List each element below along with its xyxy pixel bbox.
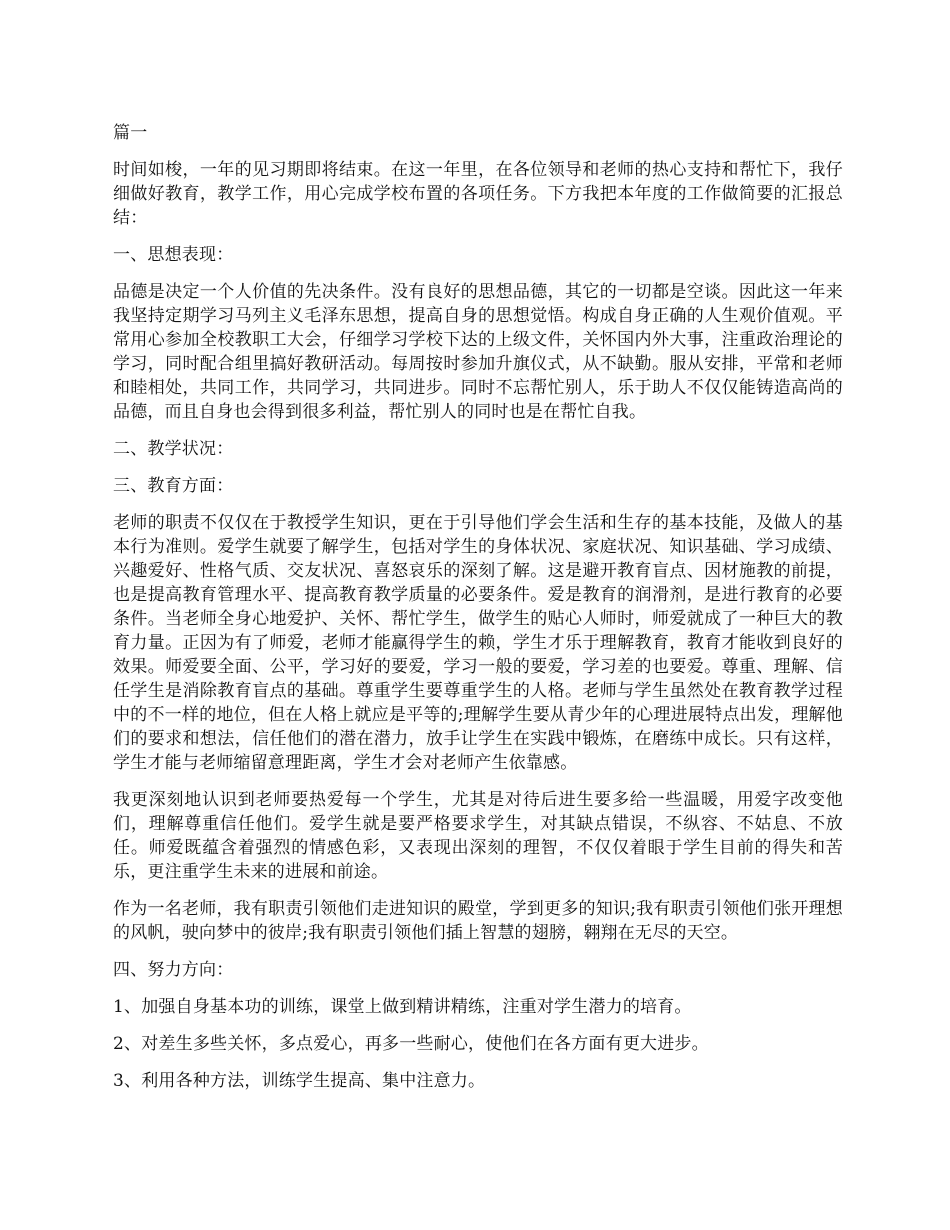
section-2-title: 二、教学状况： <box>113 439 234 459</box>
list-item-1: 1、加强自身基本功的训练，课堂上做到精讲精练，注重对学生潜力的培育。 <box>113 997 692 1017</box>
section-3-body-2: 我更深刻地认识到老师要热爱每一个学生，尤其是对待后进生要多给一些温暖，用爱字改变他们，理解尊重信任他们。爱学生就是要严格要求学生，对其缺点错误，不纵容、不姑息、不放任。师爱既蕴含着强烈的情感色彩，又表现出深刻的理智，不仅仅着眼于学生目前的得失和苦乐，更注重学生未来的进展和前途。 <box>113 790 843 882</box>
intro-paragraph: 时间如梭，一年的见习期即将结束。在这一年里，在各位领导和老师的热心支持和帮忙下，我仔细做好教育，教学工作，用心完成学校布置的各项任务。下方我把本年度的工作做简要的汇报总结： <box>113 160 843 228</box>
section-3-title: 三、教育方面： <box>113 476 234 496</box>
section-1-title: 一、思想表现： <box>113 245 234 265</box>
section-4-title: 四、努力方向： <box>113 960 234 980</box>
document-heading: 篇一 <box>113 123 148 143</box>
document-content <box>113 121 843 1106</box>
section-3-body-3: 作为一名老师，我有职责引领他们走进知识的殿堂，学到更多的知识;我有职责引领他们张开理想的风帆，驶向梦中的彼岸;我有职责引领他们插上智慧的翅膀，翱翔在无尽的天空。 <box>113 899 843 943</box>
section-1-body: 品德是决定一个人价值的先决条件。没有良好的思想品德，其它的一切都是空谈。因此这一年来我坚持定期学习马列主义毛泽东思想，提高自身的思想觉悟。构成自身正确的人生观价值观。平常用心参加全校教职工大会，仔细学习学校下达的上级文件，关怀国内外大事，注重政治理论的学习，同时配合组里搞好教研活动。每周按时参加升旗仪式，从不缺勤。服从安排，平常和老师和睦相处，共同工作，共同学习，共同进步。同时不忘帮忙别人，乐于助人不仅仅能铸造高尚的品德，而且自身也会得到很多利益，帮忙别人的同时也是在帮忙自我。 <box>113 282 843 422</box>
section-3-body-1: 老师的职责不仅仅在于教授学生知识，更在于引导他们学会生活和生存的基本技能，及做人的基本行为准则。爱学生就要了解学生，包括对学生的身体状况、家庭状况、知识基础、学习成绩、兴趣爱好、性格气质、交友状况、喜怒哀乐的深刻了解。这是避开教育盲点、因材施教的前提，也是提高教育管理水平、提高教育教学质量的必要条件。爱是教育的润滑剂，是进行教育的必要条件。当老师全身心地爱护、关怀、帮忙学生，做学生的贴心人师时，师爱就成了一种巨大的教育力量。正因为有了师爱，老师才能赢得学生的赖，学生才乐于理解教育，教育才能收到良好的效果。师爱要全面、公平，学习好的要爱，学习一般的要爱，学习差的也要爱。尊重、理解、信任学生是消除教育盲点的基础。尊重学生要尊重学生的人格。老师与学生虽然处在教育教学过程中的不一样的地位，但在人格上就应是平等的;理解学生要从青少年的心理进展特点出发，理解他们的要求和想法，信任他们的潜在潜力，放手让学生在实践中锻炼，在磨练中成长。只有这样，学生才能与老师缩留意理距离，学生才会对老师产生依靠感。 <box>113 513 843 773</box>
list-item-2: 2、对差生多些关怀，多点爱心，再多一些耐心，使他们在各方面有更大进步。 <box>113 1034 709 1054</box>
list-item-3: 3、利用各种方法，训练学生提高、集中注意力。 <box>113 1071 486 1091</box>
